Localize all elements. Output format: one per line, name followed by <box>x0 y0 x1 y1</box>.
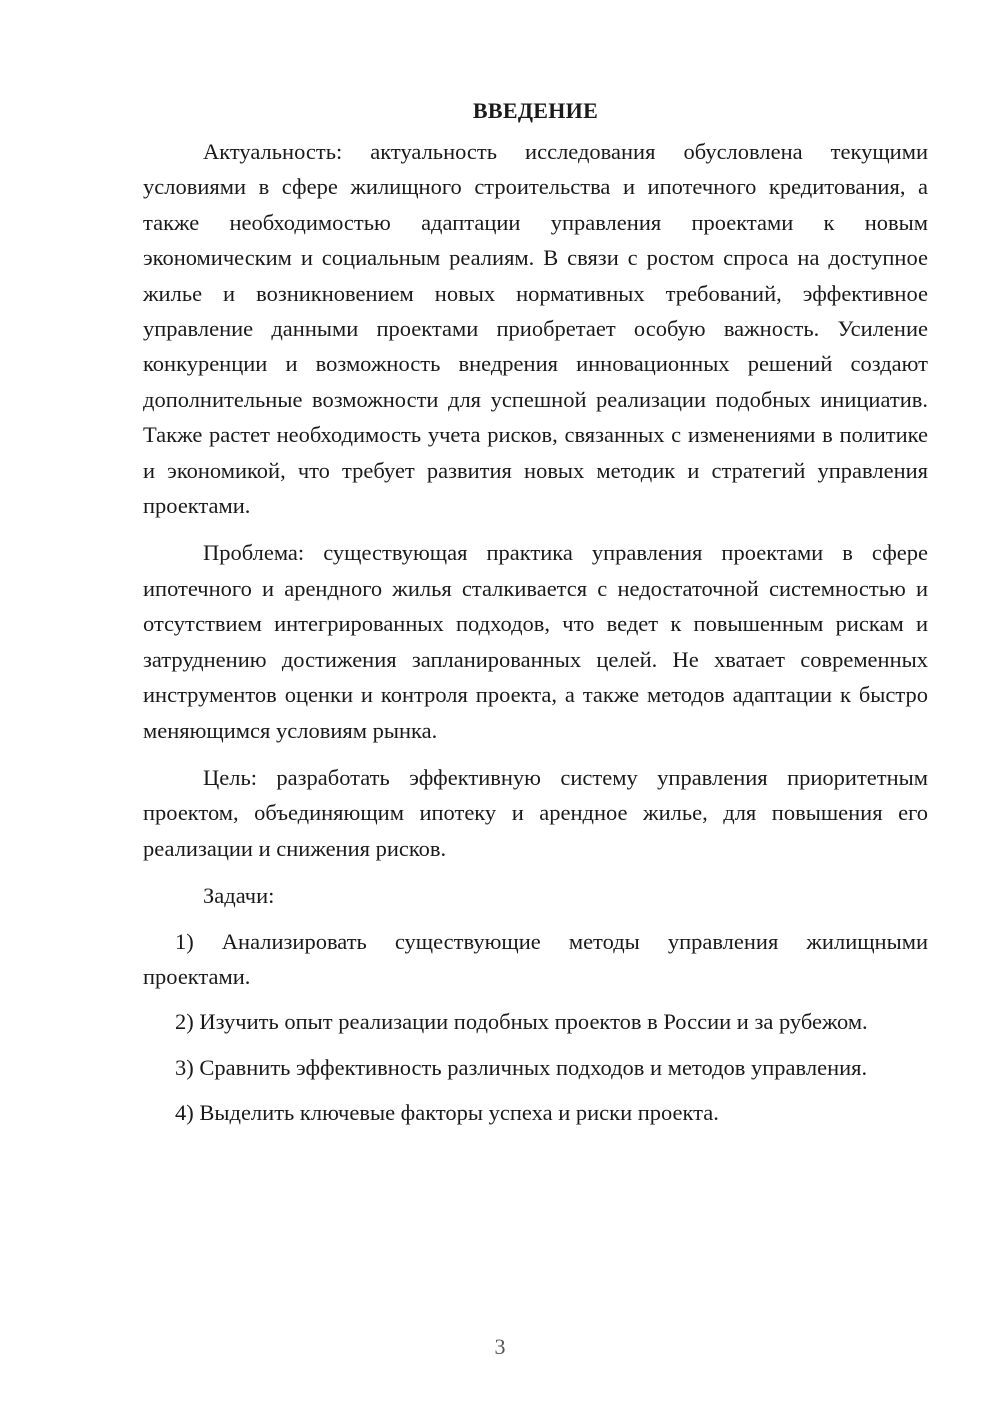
task-item-1: 1) Анализировать существующие методы управления жилищными проектами. <box>143 928 928 989</box>
task-item-3: 3) Сравнить эффективность различных подходов и методов управления. <box>175 1054 868 1080</box>
relevance-paragraph: Актуальность: актуальность исследования обусловлена текущими условиями в сфере жилищного строительства и ипотечного кредитования, а также необходимостью адаптации управления проектами к новым экономическим и социальным реалиям. В связи с ростом спроса на доступное жилье и возникновением новых нормативных требований, эффективное управление данными проектами приобретает особую важность. Усиление конкуренции и возможность внедрения инновационных решений создают дополнительные возможности для успешной реализации подобных инициатив. Также растет необходимость учета рисков, связанных с изменениями в политике и экономикой, что требует развития новых методик и стратегий управления проектами. <box>143 139 928 519</box>
task-item-4: 4) Выделить ключевые факторы успеха и риски проекта. <box>175 1100 719 1126</box>
goal-paragraph: Цель: разработать эффективную систему управления приоритетным проектом, объединяющим ипотеку и арендное жилье, для повышения его реализации и снижения рисков. <box>143 764 928 861</box>
document-page <box>143 96 928 1141</box>
tasks-title: Задачи: <box>203 883 275 909</box>
page-number: 3 <box>494 1334 506 1359</box>
task-item-2: 2) Изучить опыт реализации подобных проектов в России и за рубежом. <box>175 1009 868 1035</box>
page-title: ВВЕДЕНИЕ <box>472 98 599 123</box>
problem-paragraph: Проблема: существующая практика управления проектами в сфере ипотечного и арендного жилья сталкивается с недостаточной системностью и отсутствием интегрированных подходов, что ведет к повышенным рискам и затруднению достижения запланированных целей. Не хватает современных инструментов оценки и контроля проекта, а также методов адаптации к быстро меняющимся условиям рынка. <box>143 540 928 743</box>
